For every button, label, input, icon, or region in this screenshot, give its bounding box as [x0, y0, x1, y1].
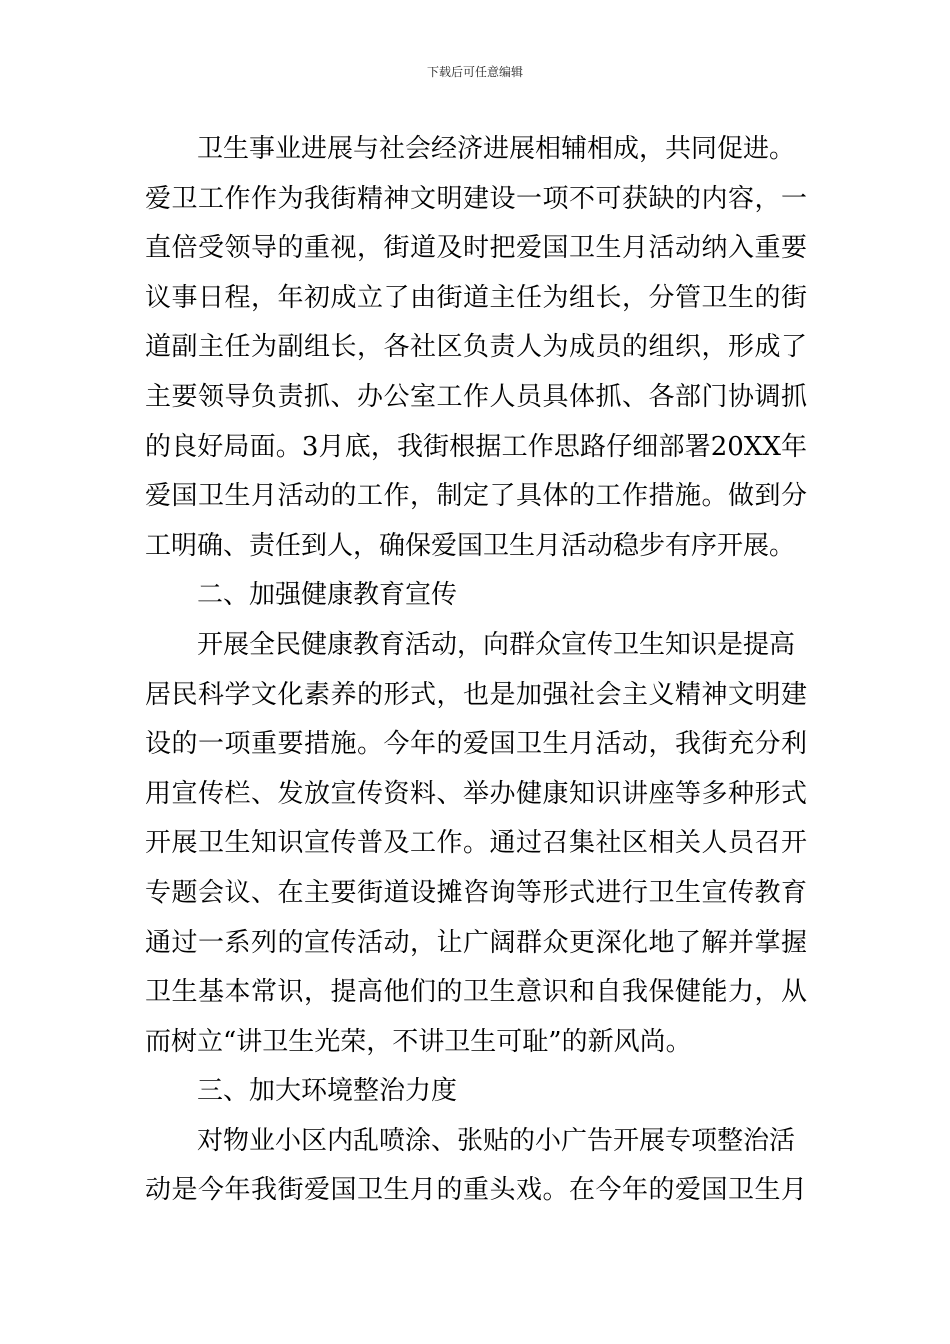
paragraph-line: 爱卫工作作为我街精神文明建设一项不可获缺的内容，一 [145, 183, 807, 214]
paragraph-line: 爱国卫生月活动的工作，制定了具体的工作措施。做到分 [145, 481, 807, 512]
paragraph-line: 专题会议、在主要街道设摊咨询等形式进行卫生宣传教育 [145, 877, 807, 908]
paragraph-line: 对物业小区内乱喷涂、张贴的小广告开展专项整治活 [197, 1125, 796, 1156]
page-header-note: 下载后可任意编辑 [426, 65, 523, 79]
paragraph-line: 卫生事业进展与社会经济进展相辅相成，共同促进。 [197, 134, 796, 164]
paragraph-line: 的良好局面。3月底，我街根据工作思路仔细部署20XX年 [145, 431, 807, 462]
paragraph-line: 而树立“讲卫生光荣，不讲卫生可耻”的新风尚。 [145, 1026, 692, 1057]
section-heading: 二、加强健康教育宣传 [197, 580, 458, 611]
paragraph-line: 开展卫生知识宣传普及工作。通过召集社区相关人员召开 [145, 828, 807, 859]
paragraph-line: 议事日程，年初成立了由街道主任为组长，分管卫生的街 [145, 282, 807, 313]
paragraph-line: 通过一系列的宣传活动，让广阔群众更深化地了解并掌握 [145, 927, 807, 958]
paragraph-line: 动是今年我街爱国卫生月的重头戏。在今年的爱国卫生月 [145, 1175, 807, 1206]
paragraph-line: 工明确、责任到人，确保爱国卫生月活动稳步有序开展。 [145, 530, 796, 561]
paragraph-line: 居民科学文化素养的形式，也是加强社会主义精神文明建 [145, 679, 807, 710]
paragraph-line: 设的一项重要措施。今年的爱国卫生月活动，我街充分利 [145, 729, 807, 760]
section-heading: 三、加大环境整治力度 [197, 1076, 458, 1107]
paragraph-line: 开展全民健康教育活动，向群众宣传卫生知识是提高 [197, 629, 796, 660]
paragraph-line: 用宣传栏、发放宣传资料、举办健康知识讲座等多种形式 [145, 778, 807, 809]
paragraph-line: 卫生基本常识，提高他们的卫生意识和自我保健能力，从 [145, 977, 807, 1008]
paragraph-line: 道副主任为副组长，各社区负责人为成员的组织，形成了 [145, 332, 807, 363]
paragraph-line: 直倍受领导的重视，街道及时把爱国卫生月活动纳入重要 [145, 233, 807, 264]
paragraph-line: 主要领导负责抓、办公室工作人员具体抓、各部门协调抓 [145, 381, 807, 412]
document-body [145, 125, 807, 1216]
